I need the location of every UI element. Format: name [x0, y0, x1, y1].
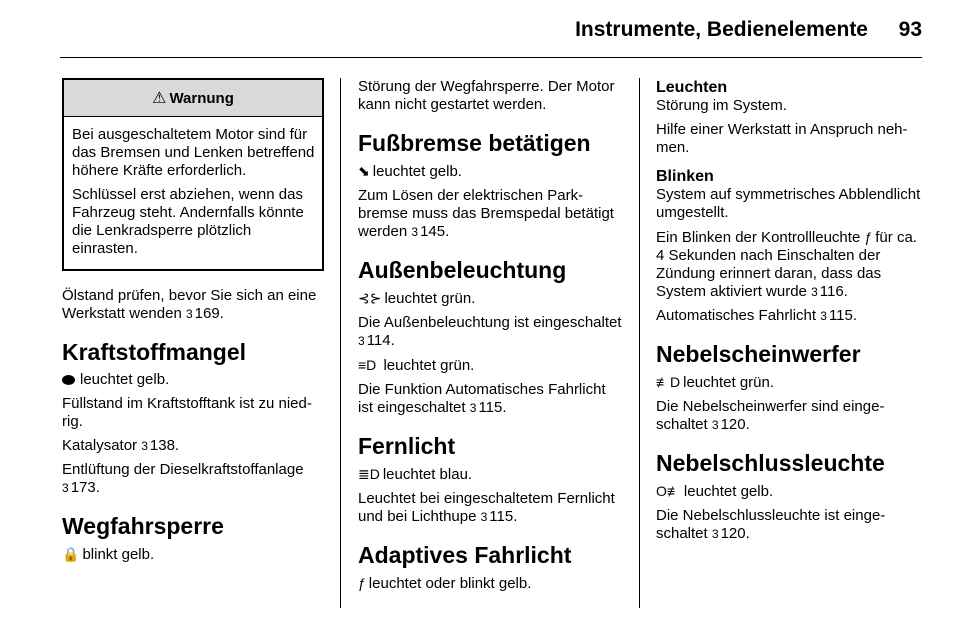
page-link[interactable]: 173. [70, 479, 100, 496]
high-beam-text: Leuchtet bei eingeschaltetem Fernlicht und bei Lichthupe 3 115. [358, 490, 615, 525]
fuel-warning-icon [62, 375, 75, 385]
adaptive-light-icon: ƒ [358, 575, 366, 591]
subheading-lit: Leuchten [656, 79, 728, 96]
warning-triangle-icon: ⚠ [152, 90, 167, 107]
fuel-text: Füllstand im Kraftstofftank ist zu niedrig. [62, 395, 312, 430]
page-link[interactable]: 115. [828, 307, 858, 324]
page-link[interactable]: 115. [489, 508, 518, 525]
warning-body [64, 117, 322, 269]
high-beam-icon: ≣D [358, 466, 380, 482]
header-rule [60, 57, 922, 58]
rear-fog-status: O≢ leuchtet gelb. [656, 483, 774, 500]
blink-text: System auf symmetrisches Abblendlicht umgestellt. [656, 186, 921, 221]
warning-title: Warnung [169, 89, 234, 107]
auto-light-text: Die Funktion Automatisches Fahrlicht ist eingeschaltet 3 115. [358, 381, 606, 416]
page-header [0, 0, 960, 60]
immobilizer-text: Störung der Wegfahrsperre. Der Motor kann nicht gestartet werden. [358, 78, 615, 113]
section-heading-fuel: Kraftstoffmangel [62, 339, 247, 365]
auto-light-ref: Automatisches Fahrlicht 3 115. [656, 307, 858, 324]
rear-fog-light-icon: O≢ [656, 483, 681, 499]
high-beam-status: ≣D leuchtet blau. [358, 466, 473, 483]
page-ref-icon: 3 [358, 334, 365, 348]
page-ref-icon: 3 [820, 309, 827, 323]
chapter-title: Instrumente, Bedienelemente [575, 18, 868, 41]
column-divider [639, 78, 640, 608]
fog-light-status: ≢D leuchtet grün. [656, 374, 775, 391]
diesel-paragraph: Entlüftung der Dieselkraftstoffanlage 3 173. [62, 461, 304, 496]
brake-pedal-icon: ⬊ [358, 163, 370, 179]
page-ref-icon: 3 [480, 510, 488, 524]
subheading-blinking: Blinken [656, 168, 714, 185]
section-heading-high-beam: Fernlicht [358, 433, 456, 459]
blink-text: Ein Blinken der Kontrollleuchte ƒ für ca. 4 Sekunden nach Einschalten der Zündung erinnert daran, dass das System aktiviert wurde 3 116. [656, 229, 917, 300]
adaptive-light-icon: ƒ [864, 229, 873, 245]
warning-box [62, 78, 324, 271]
page-number: 93 [898, 18, 922, 41]
fog-light-icon: ≢D [656, 374, 681, 390]
section-heading-immobilizer: Wegfahrsperre [62, 513, 224, 539]
column-divider [340, 78, 341, 608]
section-heading-adaptive-light: Adaptives Fahrlicht [358, 542, 572, 568]
section-heading-brake: Fußbremse betätigen [358, 130, 591, 156]
immobilizer-icon: 🔒 [62, 546, 80, 562]
section-heading-exterior-light: Außenbeleuchtung [358, 257, 567, 283]
column-3 [656, 78, 922, 549]
fuel-status: leuchtet gelb. [62, 371, 324, 389]
rear-fog-text: Die Nebelschlussleuchte ist eingeschaltet 3 120. [656, 507, 886, 542]
fog-light-text: Die Nebelscheinwerfer sind eingeschaltet 3 120. [656, 398, 885, 433]
exterior-light-icon: ⊰⊱ [358, 290, 382, 306]
brake-text: Zum Lösen der elektrischen Parkbremse muss das Bremspedal betätigt werden 3 145. [358, 187, 614, 240]
section-heading-rear-fog: Nebelschlussleuchte [656, 450, 885, 476]
page-link[interactable]: 138. [149, 437, 180, 454]
page-link[interactable]: 116. [819, 283, 848, 300]
page-ref-icon: 3 [141, 439, 148, 453]
warning-paragraph: Schlüssel erst abziehen, wenn das Fahrzeug steht. Andernfalls könnte die Lenkradsperre plötzlich einrasten. [72, 186, 304, 257]
page-ref-icon: 3 [411, 225, 419, 239]
adaptive-light-status: ƒ leuchtet oder blinkt gelb. [358, 575, 532, 592]
brake-status: ⬊ leuchtet gelb. [358, 163, 462, 180]
page-ref-icon: 3 [711, 418, 719, 432]
lit-text: Hilfe einer Werkstatt in Anspruch nehmen. [656, 121, 908, 156]
exterior-light-text: Die Außenbeleuchtung ist eingeschaltet 3 114. [358, 314, 622, 349]
warning-paragraph: Bei ausgeschaltetem Motor sind für das Bremsen und Lenken betreffend höhere Kräfte erforderlich. [72, 126, 315, 179]
page-ref-icon: 3 [62, 481, 69, 495]
column-2 [358, 78, 624, 599]
page-ref-icon: 3 [469, 401, 477, 415]
page-link[interactable]: 115. [478, 399, 507, 416]
page-ref-icon: 3 [711, 527, 719, 541]
oil-paragraph: Ölstand prüfen, bevor Sie sich an eine Werkstatt wenden 3 169. [62, 287, 317, 322]
page-ref-icon: 3 [811, 285, 818, 299]
exterior-light-status: ⊰⊱ leuchtet grün. [358, 290, 476, 307]
immobilizer-status: 🔒 blinkt gelb. [62, 546, 155, 563]
column-1 [62, 78, 324, 570]
page-link[interactable]: 120. [720, 525, 750, 542]
section-heading-fog-light: Nebelscheinwerfer [656, 341, 861, 367]
auto-light-status: ≡D leuchtet grün. [358, 357, 475, 374]
warning-header [64, 80, 322, 117]
lit-text: Störung im System. [656, 97, 787, 114]
page-link[interactable]: 145. [420, 223, 450, 240]
page-link[interactable]: 120. [720, 416, 750, 433]
page-ref-icon: 3 [185, 307, 193, 321]
catalyst-paragraph: Katalysator 3 138. [62, 437, 180, 454]
page-link[interactable]: 114. [366, 332, 395, 349]
auto-light-icon: ≡D [358, 357, 377, 373]
page-link[interactable]: 169. [194, 305, 224, 322]
